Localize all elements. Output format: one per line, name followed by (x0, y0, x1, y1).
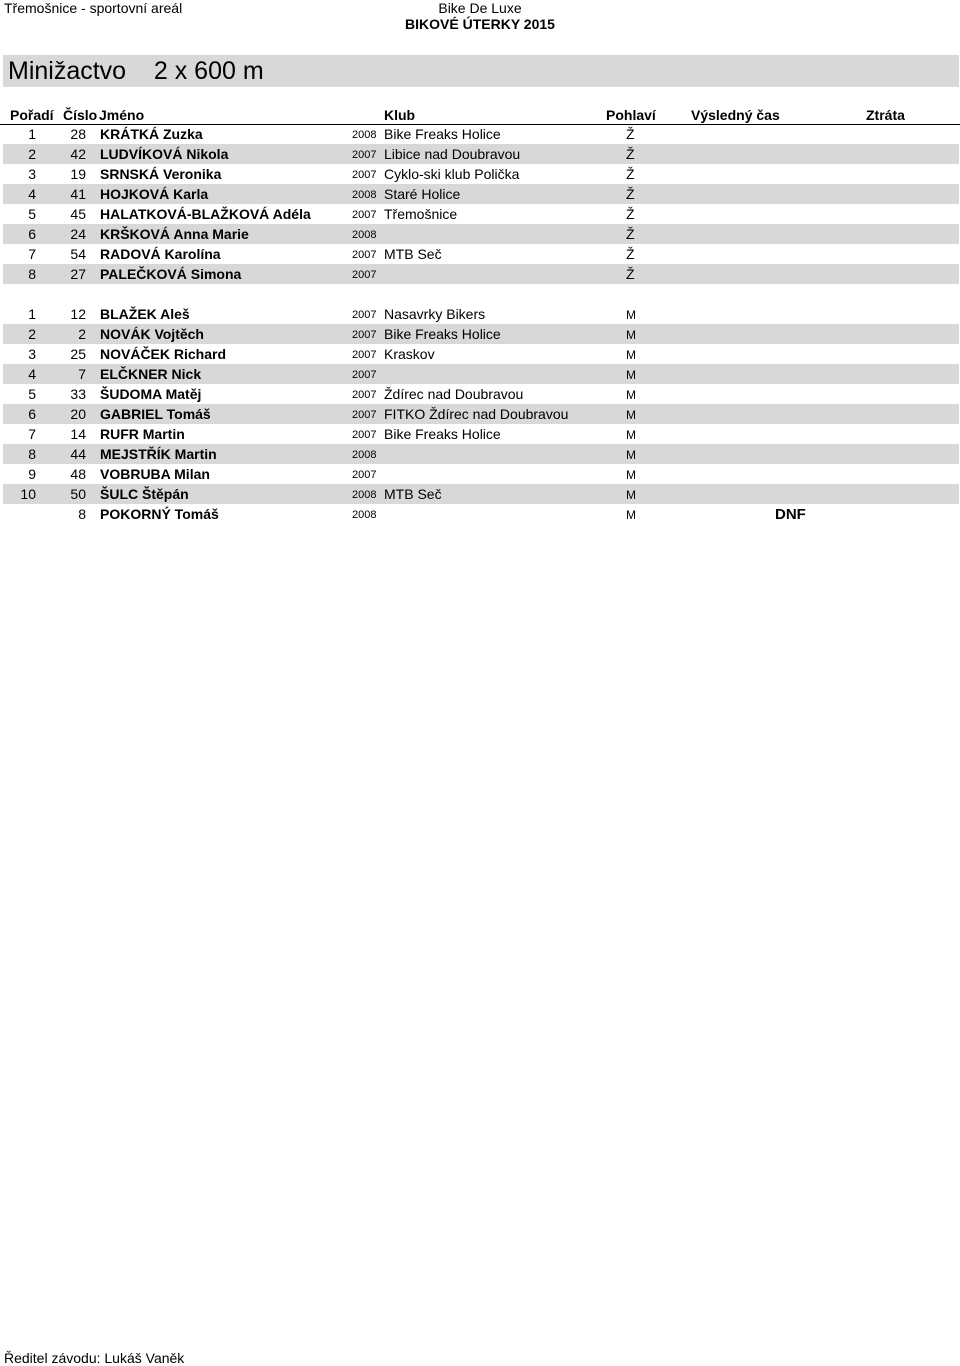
cell-jmeno: SRNSKÁ Veronika (100, 166, 222, 182)
cell-cislo: 19 (70, 166, 86, 182)
cell-rocnik: 2008 (352, 449, 377, 461)
cell-pohlavi: M (626, 508, 636, 522)
table-row (0, 264, 960, 284)
cell-rocnik: 2008 (352, 229, 377, 241)
cell-cislo: 33 (70, 386, 86, 402)
organizer-label: Bike De Luxe (438, 0, 522, 16)
cell-poradi: 8 (28, 266, 36, 282)
table-row (0, 224, 960, 244)
col-header-jmeno: Jméno (99, 107, 145, 123)
table-row (0, 384, 960, 404)
table-row (0, 504, 960, 524)
cell-pohlavi: M (626, 448, 636, 462)
cell-cislo: 45 (70, 206, 86, 222)
cell-pohlavi: M (626, 488, 636, 502)
cell-klub: Cyklo-ski klub Polička (384, 166, 520, 182)
cell-poradi: 6 (28, 406, 36, 422)
cell-klub: MTB Seč (384, 246, 442, 262)
cell-klub: Bike Freaks Holice (384, 426, 501, 442)
table-row (0, 164, 960, 184)
cell-cislo: 7 (78, 366, 86, 382)
cell-pohlavi: M (626, 468, 636, 482)
column-headers (0, 106, 960, 125)
cell-cislo: 20 (70, 406, 86, 422)
cell-poradi: 8 (28, 446, 36, 462)
cell-rocnik: 2007 (352, 329, 377, 341)
cell-poradi: 5 (28, 206, 36, 222)
cell-jmeno: KRÁTKÁ Zuzka (100, 126, 203, 142)
cell-pohlavi: Ž (626, 246, 635, 262)
table-row (0, 364, 960, 384)
cell-poradi: 7 (28, 426, 36, 442)
cell-rocnik: 2007 (352, 469, 377, 481)
cell-poradi: 2 (28, 326, 36, 342)
cell-jmeno: NOVÁČEK Richard (100, 346, 227, 362)
cell-klub: Nasavrky Bikers (384, 306, 486, 322)
table-row (0, 304, 960, 324)
cell-jmeno: ŠUDOMA Matěj (100, 386, 202, 402)
cell-pohlavi: M (626, 388, 636, 402)
cell-klub: Staré Holice (384, 186, 461, 202)
cell-cislo: 12 (70, 306, 86, 322)
event-header (0, 0, 960, 32)
cell-jmeno: RADOVÁ Karolína (100, 246, 221, 262)
table-row (0, 184, 960, 204)
cell-klub: Bike Freaks Holice (384, 126, 501, 142)
category-bar (3, 55, 959, 87)
cell-jmeno: KRŠKOVÁ Anna Marie (100, 226, 249, 242)
cell-jmeno: RUFR Martin (100, 426, 185, 442)
cell-poradi: 7 (28, 246, 36, 262)
event-title: BIKOVÉ ÚTERKY 2015 (405, 16, 555, 32)
cell-cislo: 25 (70, 346, 86, 362)
table-row (0, 244, 960, 264)
cell-pohlavi: Ž (626, 206, 635, 222)
cell-klub: MTB Seč (384, 486, 442, 502)
cell-cislo: 2 (78, 326, 86, 342)
cell-poradi: 5 (28, 386, 36, 402)
col-header-cislo: Číslo (63, 107, 98, 123)
table-row (0, 424, 960, 444)
table-row (0, 344, 960, 364)
table-row (0, 444, 960, 464)
cell-rocnik: 2007 (352, 169, 377, 181)
results-table-boys (0, 304, 960, 524)
cell-jmeno: BLAŽEK Aleš (100, 306, 190, 322)
cell-klub: Libice nad Doubravou (384, 146, 521, 162)
cell-cislo: 50 (70, 486, 86, 502)
cell-jmeno: MEJSTŘÍK Martin (100, 446, 217, 462)
table-row (0, 324, 960, 344)
cell-cislo: 8 (78, 506, 86, 522)
cell-rocnik: 2007 (352, 389, 377, 401)
venue-label: Třemošnice - sportovní areál (4, 0, 183, 16)
cell-rocnik: 2007 (352, 209, 377, 221)
cell-poradi: 2 (28, 146, 36, 162)
cell-cislo: 54 (70, 246, 86, 262)
cell-pohlavi: Ž (626, 166, 635, 182)
results-table-girls (0, 124, 960, 284)
cell-rocnik: 2008 (352, 489, 377, 501)
table-row (0, 404, 960, 424)
cell-poradi: 1 (28, 306, 36, 322)
cell-poradi: 6 (28, 226, 36, 242)
table-row (0, 144, 960, 164)
cell-jmeno: GABRIEL Tomáš (100, 406, 211, 422)
cell-cislo: 44 (70, 446, 86, 462)
cell-cislo: 24 (70, 226, 86, 242)
cell-poradi: 4 (28, 186, 36, 202)
cell-cislo: 48 (70, 466, 86, 482)
cell-pohlavi: M (626, 308, 636, 322)
cell-cislo: 27 (70, 266, 86, 282)
cell-rocnik: 2008 (352, 189, 377, 201)
cell-pohlavi: Ž (626, 146, 635, 162)
cell-poradi: 3 (28, 346, 36, 362)
cell-rocnik: 2007 (352, 249, 377, 261)
cell-pohlavi: M (626, 348, 636, 362)
cell-poradi: 4 (28, 366, 36, 382)
cell-pohlavi: M (626, 368, 636, 382)
table-row (0, 464, 960, 484)
cell-pohlavi: Ž (626, 186, 635, 202)
col-header-pohlavi: Pohlaví (606, 107, 656, 123)
cell-cas: DNF (775, 506, 806, 523)
col-header-poradi: Pořadí (10, 107, 54, 123)
cell-jmeno: ELČKNER Nick (100, 366, 202, 382)
cell-poradi: 1 (28, 126, 36, 142)
cell-jmeno: HALATKOVÁ-BLAŽKOVÁ Adéla (100, 206, 311, 222)
cell-rocnik: 2007 (352, 369, 377, 381)
cell-pohlavi: M (626, 328, 636, 342)
table-row (0, 204, 960, 224)
cell-pohlavi: Ž (626, 226, 635, 242)
col-header-cas: Výsledný čas (691, 107, 780, 123)
table-row (0, 484, 960, 504)
cell-cislo: 14 (70, 426, 86, 442)
cell-poradi: 10 (20, 486, 36, 502)
cell-pohlavi: Ž (626, 126, 635, 142)
cell-rocnik: 2007 (352, 349, 377, 361)
cell-jmeno: PALEČKOVÁ Simona (100, 266, 242, 282)
cell-cislo: 41 (70, 186, 86, 202)
cell-klub: FITKO Ždírec nad Doubravou (384, 406, 569, 422)
cell-jmeno: LUDVÍKOVÁ Nikola (100, 146, 229, 162)
cell-poradi: 9 (28, 466, 36, 482)
cell-pohlavi: Ž (626, 266, 635, 282)
cell-rocnik: 2007 (352, 149, 377, 161)
cell-poradi: 3 (28, 166, 36, 182)
cell-klub: Bike Freaks Holice (384, 326, 501, 342)
cell-rocnik: 2007 (352, 409, 377, 421)
col-header-ztrata: Ztráta (866, 107, 905, 123)
cell-pohlavi: M (626, 428, 636, 442)
cell-rocnik: 2007 (352, 429, 377, 441)
cell-klub: Ždírec nad Doubravou (384, 386, 524, 402)
col-header-klub: Klub (384, 107, 416, 123)
cell-cislo: 42 (70, 146, 86, 162)
race-director: Ředitel závodu: Lukáš Vaněk (4, 1350, 185, 1366)
cell-rocnik: 2007 (352, 309, 377, 321)
category-title: Minižactvo 2 x 600 m (8, 57, 264, 85)
cell-jmeno: NOVÁK Vojtěch (100, 326, 204, 342)
cell-klub: Třemošnice (384, 206, 458, 222)
cell-jmeno: VOBRUBA Milan (100, 466, 210, 482)
cell-jmeno: HOJKOVÁ Karla (100, 186, 209, 202)
cell-jmeno: POKORNÝ Tomáš (100, 506, 219, 522)
table-row (0, 124, 960, 144)
cell-rocnik: 2007 (352, 269, 377, 281)
cell-rocnik: 2008 (352, 509, 377, 521)
cell-jmeno: ŠULC Štěpán (100, 486, 189, 502)
cell-cislo: 28 (70, 126, 86, 142)
cell-klub: Kraskov (384, 346, 435, 362)
cell-pohlavi: M (626, 408, 636, 422)
cell-rocnik: 2008 (352, 129, 377, 141)
